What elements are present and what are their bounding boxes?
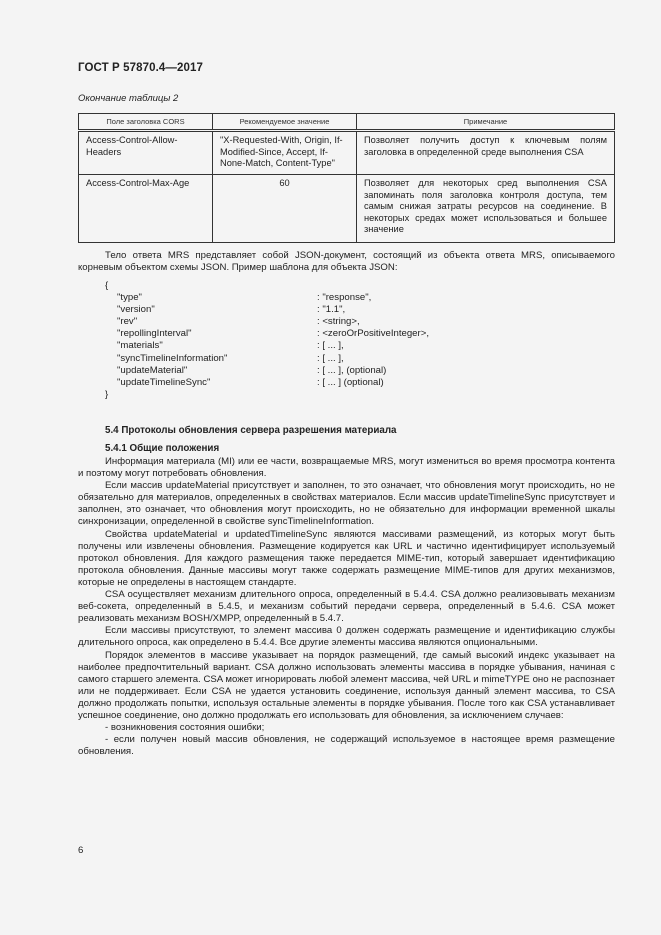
table-row bbox=[79, 131, 615, 175]
table-cell-note: Позволяет для некоторых сред выполнения CSA запоминать поля заголовка контроля доступа, тем самым снижая затраты ресурсов на соединение. В некоторых средах может использоваться и большее значение bbox=[357, 175, 615, 243]
section-body bbox=[78, 456, 615, 758]
body-paragraph: Если массивы присутствуют, то элемент массива 0 должен содержать размещение и идентификацию службы длительного опроса, как определено в 5.4.4. Все другие элементы массива являются опциональными. bbox=[78, 625, 615, 649]
column-header-value: Рекомендуемое значение bbox=[213, 114, 357, 131]
document-header-title: ГОСТ Р 57870.4—2017 bbox=[78, 62, 203, 74]
table-cell-value: 60 bbox=[213, 175, 357, 243]
subsection-heading: 5.4.1 Общие положения bbox=[105, 443, 220, 454]
body-paragraph: Если массив updateMaterial присутствует и заполнен, то это означает, что обновления могут происходить, но не обязательно для материалов, определенных в свойствах материалов. Если массив updateTimelineSync присутствует и заполнен, это означает, что обновления могут происходить, но не обязательно для информации временной шкалы синхронизации, определенной в свойстве syncTimelineInformation. bbox=[78, 480, 615, 528]
body-paragraph: Порядок элементов в массиве указывает на порядок размещений, где самый высокий индекс указывает на наиболее предпочтительный вариант. CSA должно использовать элементы массива в порядке убывания, начиная с самого старшего элемента. CSA может игнорировать любой элемент массива, чей URL и mimeTYPE оно не распознает или не поддерживает. Если CSA не удается установить соединение, используя данный элемент массива, то CSA должно продолжать попытки, используя остальные элементы в порядке убывания. После того как CSA устанавливает успешное соединение, оно должно продолжать его использовать для обновления, за исключением случаев: bbox=[78, 649, 615, 721]
table-row bbox=[79, 175, 615, 243]
list-item: - если получен новый массив обновления, не содержащий используемое в настоящее время размещение обновления. bbox=[78, 734, 615, 758]
list-item: - возникновения состояния ошибки; bbox=[105, 722, 265, 734]
column-header-field: Поле заголовка CORS bbox=[79, 114, 213, 131]
table-caption: Окончание таблицы 2 bbox=[78, 93, 179, 104]
column-header-note: Примечание bbox=[357, 114, 615, 131]
section-heading: 5.4 Протоколы обновления сервера разрешения материала bbox=[105, 425, 397, 436]
page-number: 6 bbox=[78, 845, 84, 856]
intro-text bbox=[78, 250, 615, 274]
json-close-brace: } bbox=[105, 388, 109, 400]
cors-header-table bbox=[78, 113, 615, 243]
body-paragraph: Информация материала (MI) или ее части, возвращаемые MRS, могут измениться во время просмотра контента и поэтому могут потребовать обновления. bbox=[78, 456, 615, 480]
table-cell-field: Access-Control-Max-Age bbox=[79, 175, 213, 243]
table-cell-field: Access-Control-Allow-Headers bbox=[79, 131, 213, 175]
table-cell-value: "X-Requested-With, Origin, If-Modified-Since, Accept, If-None-Match, Content-Type" bbox=[213, 131, 357, 175]
body-paragraph: CSA осуществляет механизм длительного опроса, определенный в 5.4.4. CSA должно реализовывать механизм веб-сокета, определенный в 5.4.5, и механизм событий передачи сервера, определенный в 5.4.6. CSA может реализовать механизм BOSH/XMPP, определенный в 5.4.7. bbox=[78, 589, 615, 625]
table-cell-note: Позволяет получить доступ к ключевым полям заголовка в определенной среде выполнения CSA bbox=[357, 131, 615, 175]
body-paragraph: Свойства updateMaterial и updatedTimelineSync являются массивами размещений, из которых могут быть получены или извлечены обновления. Размещение кодируется как URL и частично идентифицирует используемый протокол обновления. Для каждого размещения также передается MIME-тип, который завершает идентификацию протокола обновления. Данные массивы могут также содержать размещение MIME-типов для других механизмов, которые не определены в настоящем стандарте. bbox=[78, 528, 615, 588]
json-open-brace: { bbox=[105, 280, 109, 291]
document-page: ГОСТ Р 57870.4—2017 Окончание таблицы 2 Поле заголовка CORS Рекомендуемое значение Примечание Access-Control-Allow-Headers "X-Requested-With, Origin, If-Modified-Since, Accept, If-None-Match, Content-Type" Позволяет получить доступ к ключевым полям заголовка в определенной среде выполнения CSA Access-Control-Max-Age 60 Позволяет для некоторых сред выполнения CSA запоминать поля заголовка контроля доступа, тем самым снижая затраты ресурсов на соединение. В некоторых средах может использоваться и большее значение Тело ответа MRS представляет собой JSON-документ, состоящий из объекта ответа MRS, описываемого корневым объектом схемы JSON. Пример шаблона для объекта JSON: { "type" : "response", "version" : "1.1", "rev" : <string>, "repollingInterval" : <zeroOrPositiveInteger>, "materials" : [ ... ], "syncTimelineInformation" : [ ... ], "updateMaterial" : [ ... ], (optional) "updateTimelineSync" : [ ... ] (optional) } 5.4 Протоколы обновления сервера разрешения материала 5.4.1 Общие положения Информация материала (MI) или ее части, возвращаемые MRS, могут измениться во время просмотра контента и поэтому могут потребовать обновления. Если массив updateMaterial присутствует и заполнен, то это означает, что обновления могут происходить, но не обязательно для материалов, определенных в свойствах материалов. Если массив updateTimelineSync присутствует и заполнен, это означает, что обновления могут происходить, но не обязательно для информации временной шкалы синхронизации, определенной в свойстве syncTimelineInformation. Свойства updateMaterial и updatedTimelineSync являются массивами размещений, из которых могут быть получены или извлечены обновления. Размещение кодируется как URL и частично идентифицирует используемый протокол обновления. Для каждого размещения также передается MIME-тип, который завершает идентификацию протокола обновления. Данные массивы могут также содержать размещение MIME-типов для других механизмов, которые не определены в настоящем стандарте. CSA осуществляет механизм длительного опроса, определенный в 5.4.4. CSA должно реализовывать механизм веб-сокета, определенный в 5.4.5, и механизм событий передачи сервера, определенный в 5.4.6. CSA может реализовать механизм BOSH/XMPP, определенный в 5.4.7. Если массивы присутствуют, то элемент массива 0 должен содержать размещение и идентификацию службы длительного опроса, как определено в 5.4.4. Все другие элементы массива являются опциональными. Порядок элементов в массиве указывает на порядок размещений, где самый высокий индекс указывает на наиболее предпочтительный вариант. CSA должно использовать элементы массива в порядке убывания, начиная с самого старшего элемента. CSA может игнорировать любой элемент массива, чей URL и mimeTYPE оно не распознает или не поддерживает. Если CSA не удается установить соединение, используя данный элемент массива, то CSA должно продолжать попытки, используя остальные элементы в порядке убывания. После того как CSA устанавливает успешное соединение, оно должно продолжать его использовать для обновления, за исключением случаев: - возникновения состояния ошибки; - если получен новый массив обновления, не содержащий используемое в настоящее время размещение обновления. 6 bbox=[78, 62, 615, 856]
intro-paragraph: Тело ответа MRS представляет собой JSON-документ, состоящий из объекта ответа MRS, описываемого корневым объектом схемы JSON. Пример шаблона для объекта JSON: bbox=[78, 250, 615, 274]
table-header-row bbox=[79, 114, 615, 131]
